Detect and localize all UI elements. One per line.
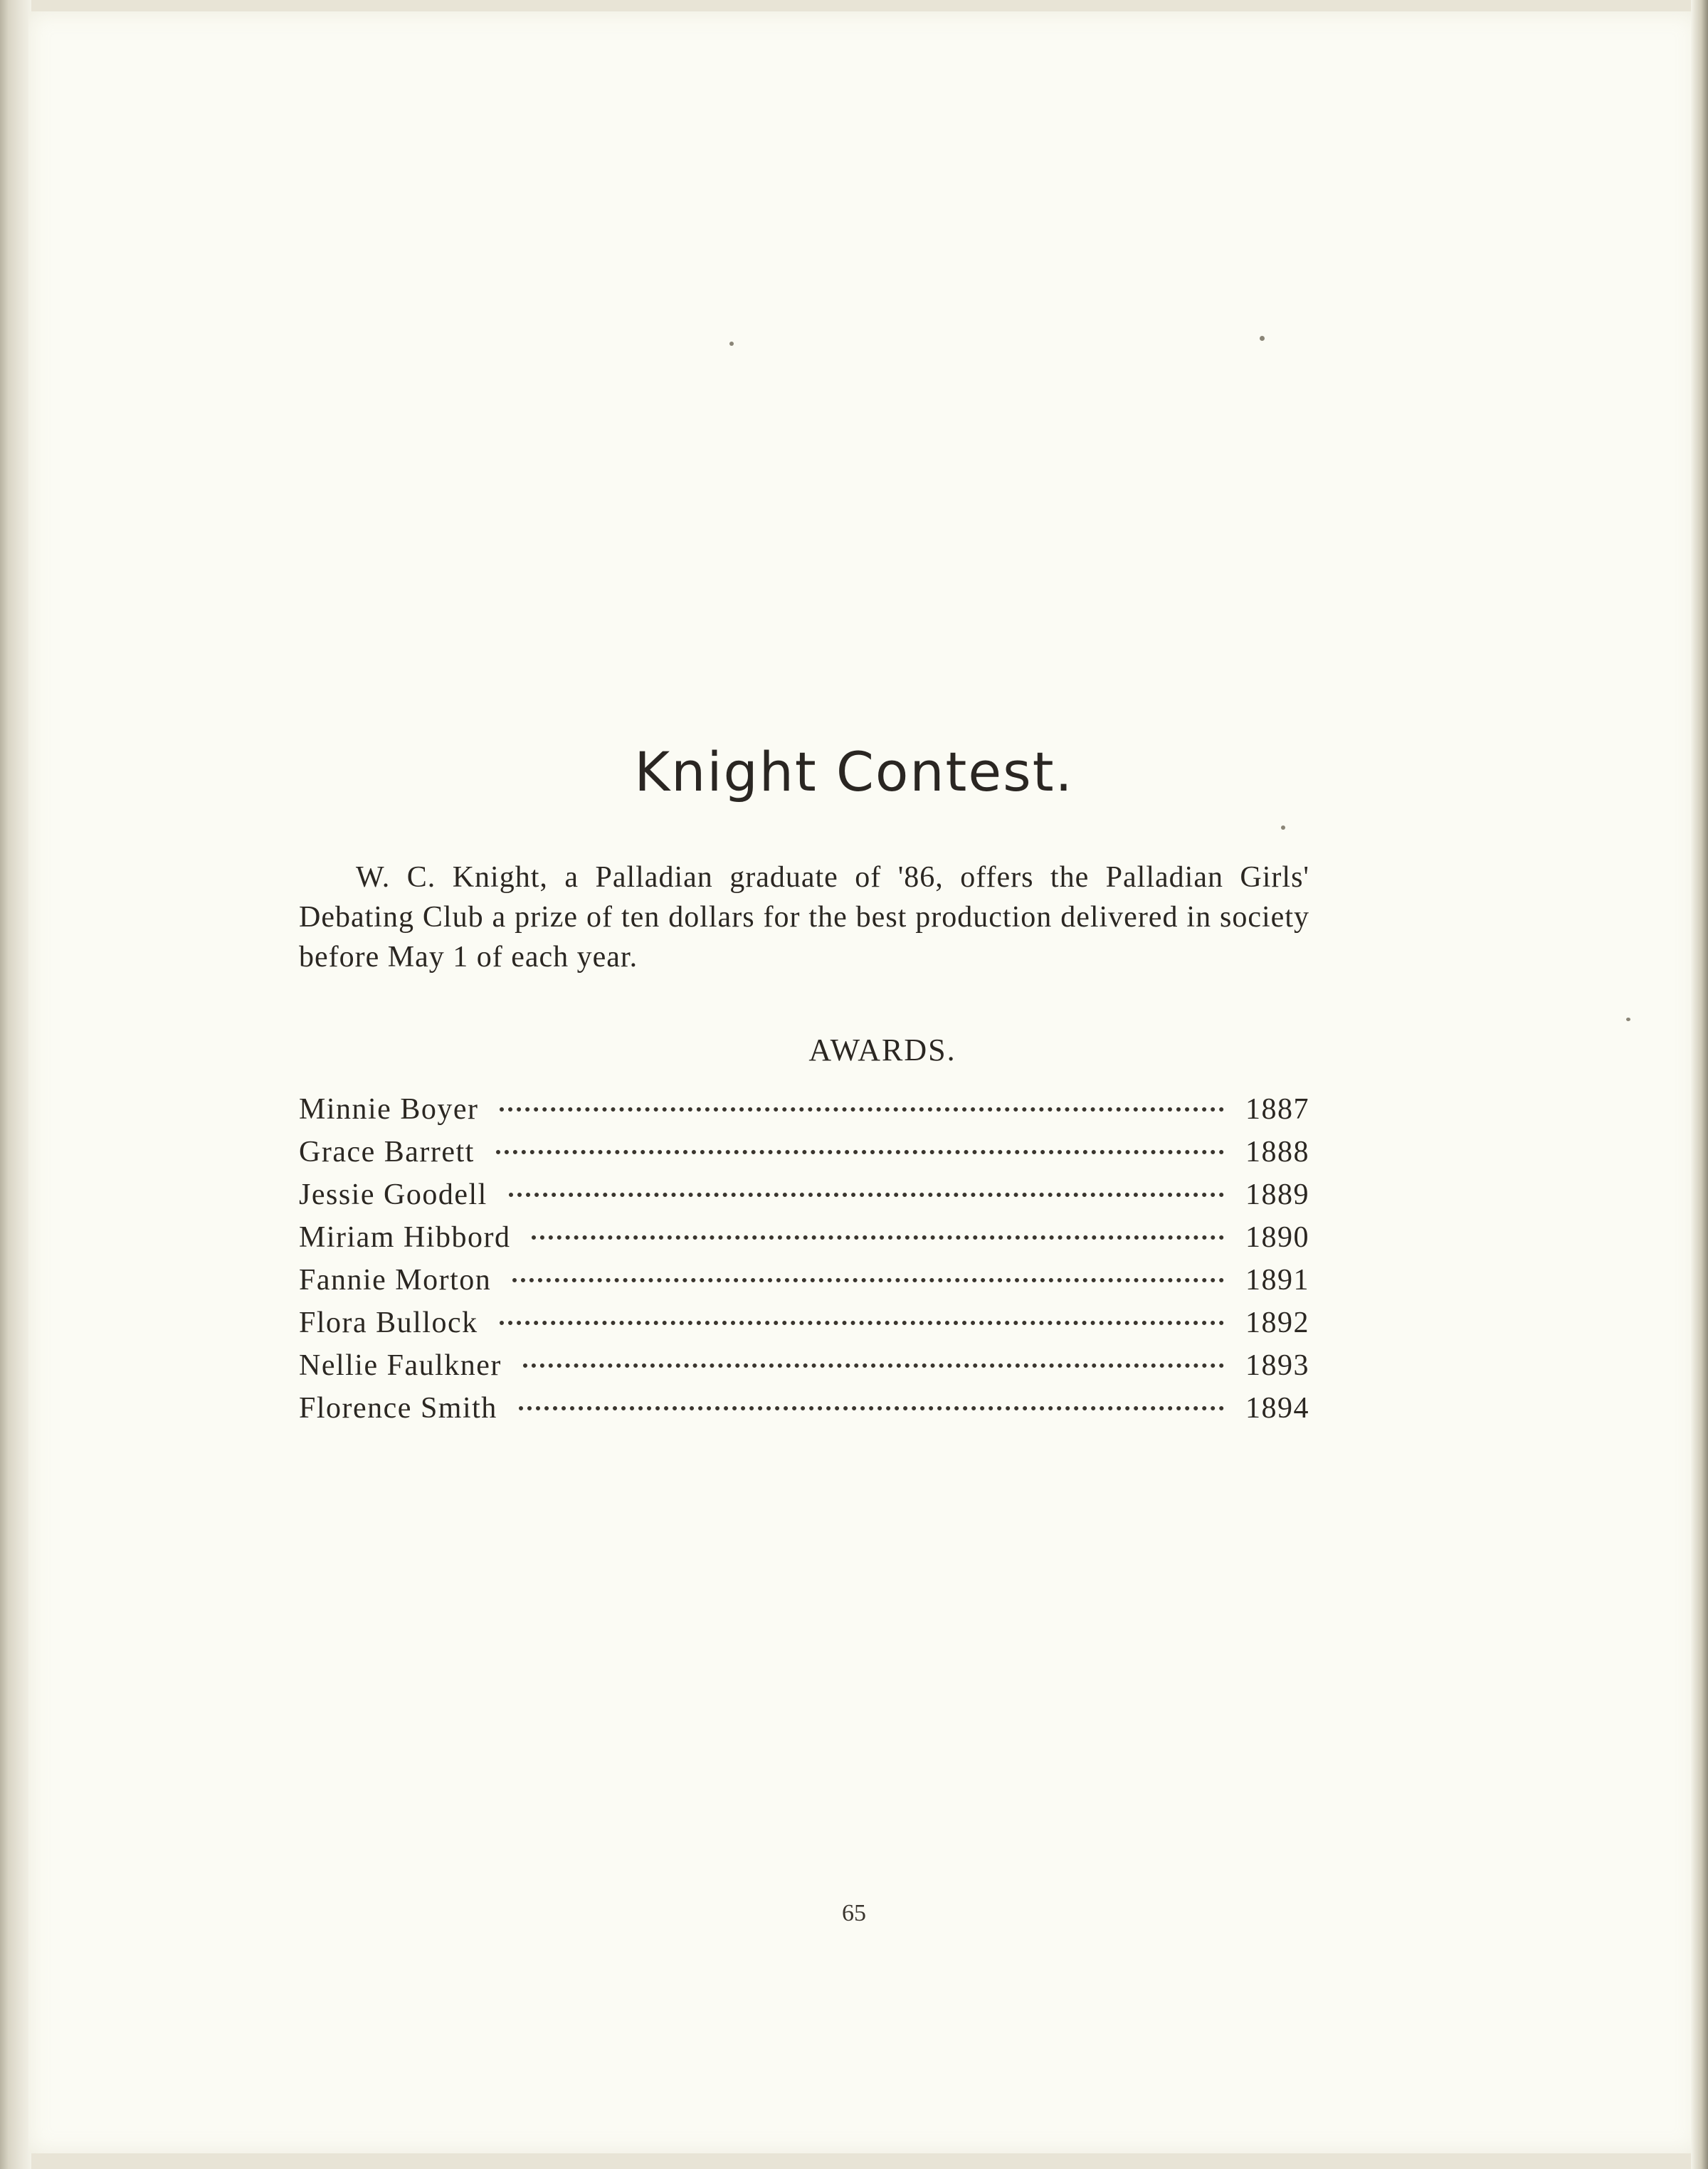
page-number: 65 [842, 1900, 866, 1926]
award-year: 1894 [1245, 1392, 1309, 1425]
dot-leader [500, 1321, 1224, 1325]
dot-leader [500, 1107, 1224, 1112]
awards-list [299, 1092, 1309, 1434]
award-name: Florence Smith [299, 1392, 497, 1425]
award-year: 1891 [1245, 1264, 1309, 1297]
award-name: Fannie Morton [299, 1264, 492, 1297]
award-row [299, 1263, 1309, 1306]
award-name: Minnie Boyer [299, 1093, 479, 1126]
award-name: Jessie Goodell [299, 1178, 487, 1211]
award-year: 1889 [1245, 1178, 1309, 1211]
award-year: 1892 [1245, 1307, 1309, 1339]
paper-speck [1626, 1018, 1630, 1021]
paper-speck [1281, 825, 1285, 830]
award-row [299, 1092, 1309, 1135]
dot-leader [496, 1150, 1224, 1154]
dot-leader [512, 1278, 1224, 1282]
award-name: Miriam Hibbord [299, 1221, 511, 1254]
paper-speck [1260, 336, 1265, 341]
awards-heading: AWARDS. [808, 1033, 956, 1067]
award-row [299, 1220, 1309, 1263]
book-page [28, 11, 1697, 2153]
award-year: 1893 [1245, 1349, 1309, 1382]
paper-speck [729, 342, 734, 346]
award-name: Flora Bullock [299, 1307, 478, 1339]
dot-leader [523, 1363, 1224, 1368]
award-row [299, 1349, 1309, 1391]
award-name: Grace Barrett [299, 1136, 475, 1168]
award-row [299, 1178, 1309, 1220]
dot-leader [519, 1406, 1224, 1410]
award-row [299, 1391, 1309, 1434]
award-year: 1887 [1245, 1093, 1309, 1126]
intro-paragraph: W. C. Knight, a Palladian graduate of '86, offers the Palladian Girls' Debating Club a prize of ten dollars for the best production delivered in society before May 1 of each year. [299, 861, 1309, 973]
award-name: Nellie Faulkner [299, 1349, 502, 1382]
page-title: Knight Contest. [634, 740, 1074, 803]
dot-leader [532, 1235, 1224, 1240]
page-edge [1691, 0, 1708, 2169]
book-binding [0, 0, 31, 2169]
dot-leader [509, 1193, 1224, 1197]
award-row [299, 1135, 1309, 1178]
award-year: 1888 [1245, 1136, 1309, 1168]
award-year: 1890 [1245, 1221, 1309, 1254]
award-row [299, 1306, 1309, 1349]
